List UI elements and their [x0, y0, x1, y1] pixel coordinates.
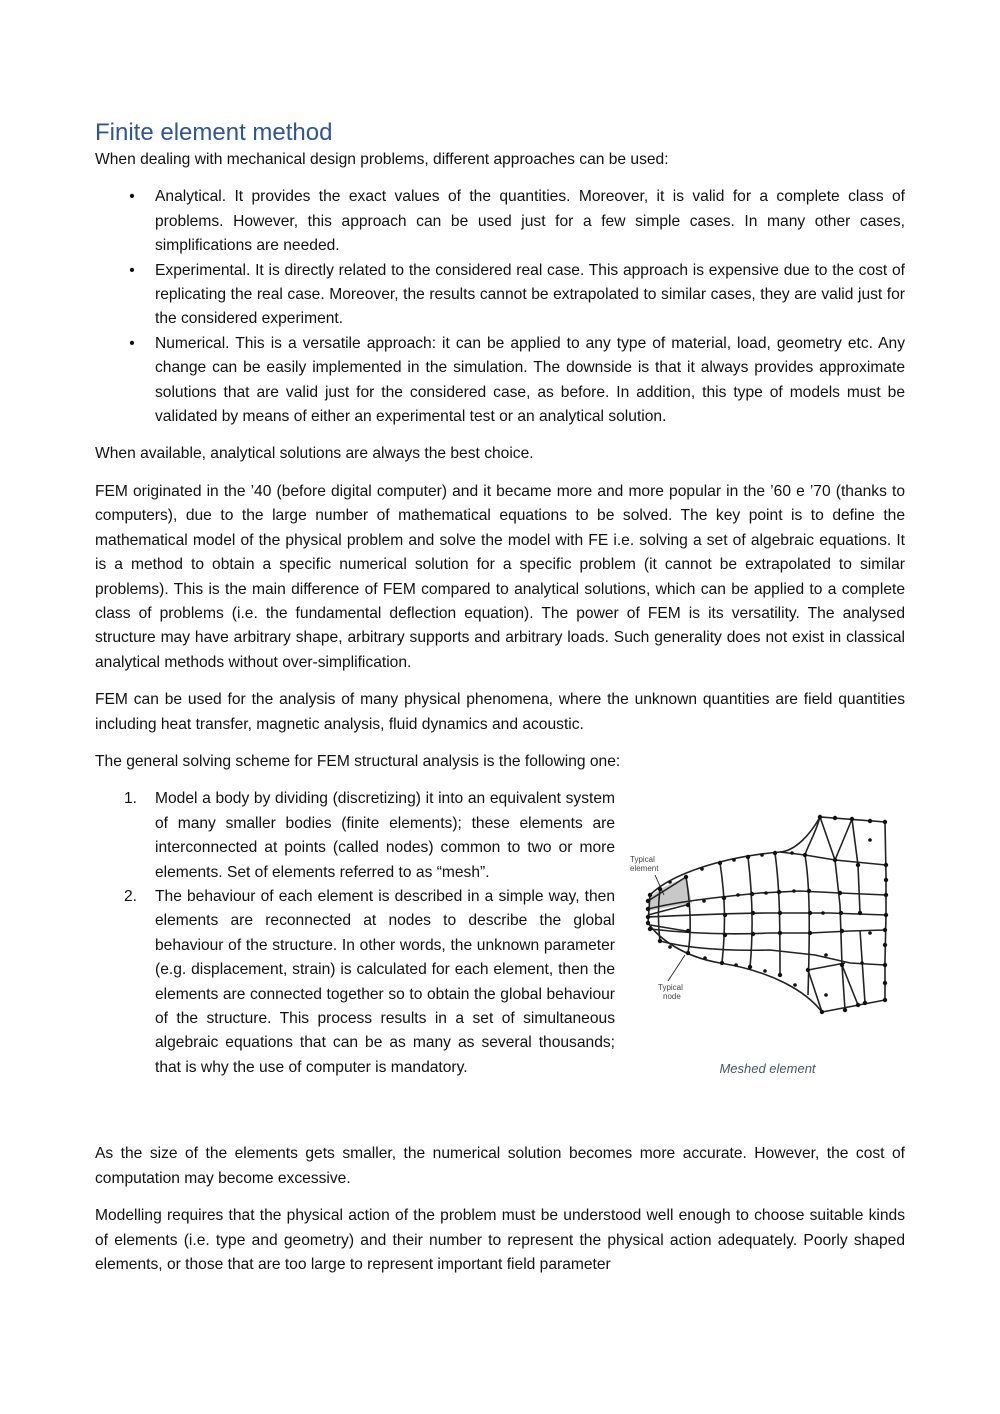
figure-caption: Meshed element	[719, 1061, 816, 1077]
paragraph-element-size: As the size of the elements gets smaller, the numerical solution becomes more accurate. However, the cost of computation may become excessive.	[95, 1145, 905, 1187]
list-item-text: Analytical. It provides the exact values of the quantities. Moreover, it is valid for a complete class of problems. However, this approach can be used just for a few simple cases. In many other cases, simplifications are needed.	[155, 188, 905, 255]
step-number: 2.	[124, 887, 138, 905]
typical-node-label-1: Typical	[658, 983, 683, 993]
mesh-lines	[648, 817, 886, 1012]
section-heading: Finite element method	[95, 119, 333, 146]
mesh-figure	[630, 805, 905, 1075]
paragraph-analytical-choice: When available, analytical solutions are always the best choice.	[95, 445, 534, 463]
bullet-icon: •	[129, 334, 135, 352]
paragraph-fem-history: FEM originated in the ’40 (before digital computer) and it became more and more popular in the ’60 e ’70 (thanks to computers), due to the large number of mathematical equations to be solved. The key point is to define the mathematical model of the physical problem and solve the model with FE i.e. solving a set of algebraic equations. It is a method to obtain a specific numerical solution for a specific problem (it cannot be extrapolated to similar problems). This is the main difference of FEM compared to analytical solutions, which can be applied to a complete class of problems (i.e. the fundamental deflection equation). The power of FEM is its versatility. The analysed structure may have arbitrary shape, arbitrary supports and arbitrary loads. Such generality does not exist in classical analytical methods without over-simplification.	[95, 482, 905, 671]
list-item-analytical	[95, 185, 905, 258]
steps-list	[95, 787, 615, 1080]
document-page	[95, 118, 905, 1290]
step-number: 1.	[124, 790, 138, 808]
paragraph-phenomena: FEM can be used for the analysis of many physical phenomena, where the unknown quantities are field quantities including heat transfer, magnetic analysis, fluid dynamics and acoustic.	[95, 691, 905, 733]
typical-element-label-1: Typical	[630, 855, 655, 865]
step-text: Model a body by dividing (discretizing) it into an equivalent system of many smaller bodies (finite elements); these elements are interconnected at points (called nodes) common to two or more elements. Set of elements referred to as “mesh”.	[155, 790, 615, 881]
typical-node-label-2: node	[663, 992, 681, 1002]
paragraph-solving-scheme: The general solving scheme for FEM structural analysis is the following one:	[95, 752, 621, 770]
list-item-text: Experimental. It is directly related to the considered real case. This approach is expensive due to the cost of replicating the real case. Moreover, the results cannot be extrapolated to similar cases, they are valid just for the considered experiment.	[155, 261, 905, 328]
list-item-text: Numerical. This is a versatile approach: it can be applied to any type of material, load, geometry etc. Any change can be easily implemented in the simulation. The downside is that it always provides approximate solutions that are valid just for the considered case, as before. In addition, this type of models must be validated by means of either an experimental test or an analytical solution.	[155, 334, 905, 426]
bullet-icon: •	[129, 261, 135, 279]
approaches-list	[95, 185, 905, 429]
bullet-icon: •	[129, 188, 135, 206]
steps-with-figure	[95, 787, 905, 1131]
intro-paragraph: When dealing with mechanical design problems, different approaches can be used:	[95, 151, 669, 168]
paragraph-modelling: Modelling requires that the physical action of the problem must be understood well enough to choose suitable kinds of elements (i.e. type and geometry) and their number to represent the physical action adequately. Poorly shaped elements, or those that are too large to represent important field parameter	[95, 1207, 905, 1273]
mesh-diagram	[630, 805, 905, 1045]
step-text: The behaviour of each element is described in a simple way, then elements are reconnected at nodes to describe the global behaviour of the structure. In other words, the unknown parameter (e.g. displacement, strain) is calculated for each element, then the elements are connected together so to obtain the global behaviour of the structure. This process results in a set of simultaneous algebraic equations that can be as many as several thousands; that is why the use of computer is mandatory.	[155, 887, 615, 1076]
typical-element-label-2: element	[630, 864, 659, 874]
step-item	[95, 787, 615, 885]
list-item-numerical	[95, 332, 905, 430]
list-item-experimental	[95, 259, 905, 332]
step-item	[95, 885, 615, 1080]
